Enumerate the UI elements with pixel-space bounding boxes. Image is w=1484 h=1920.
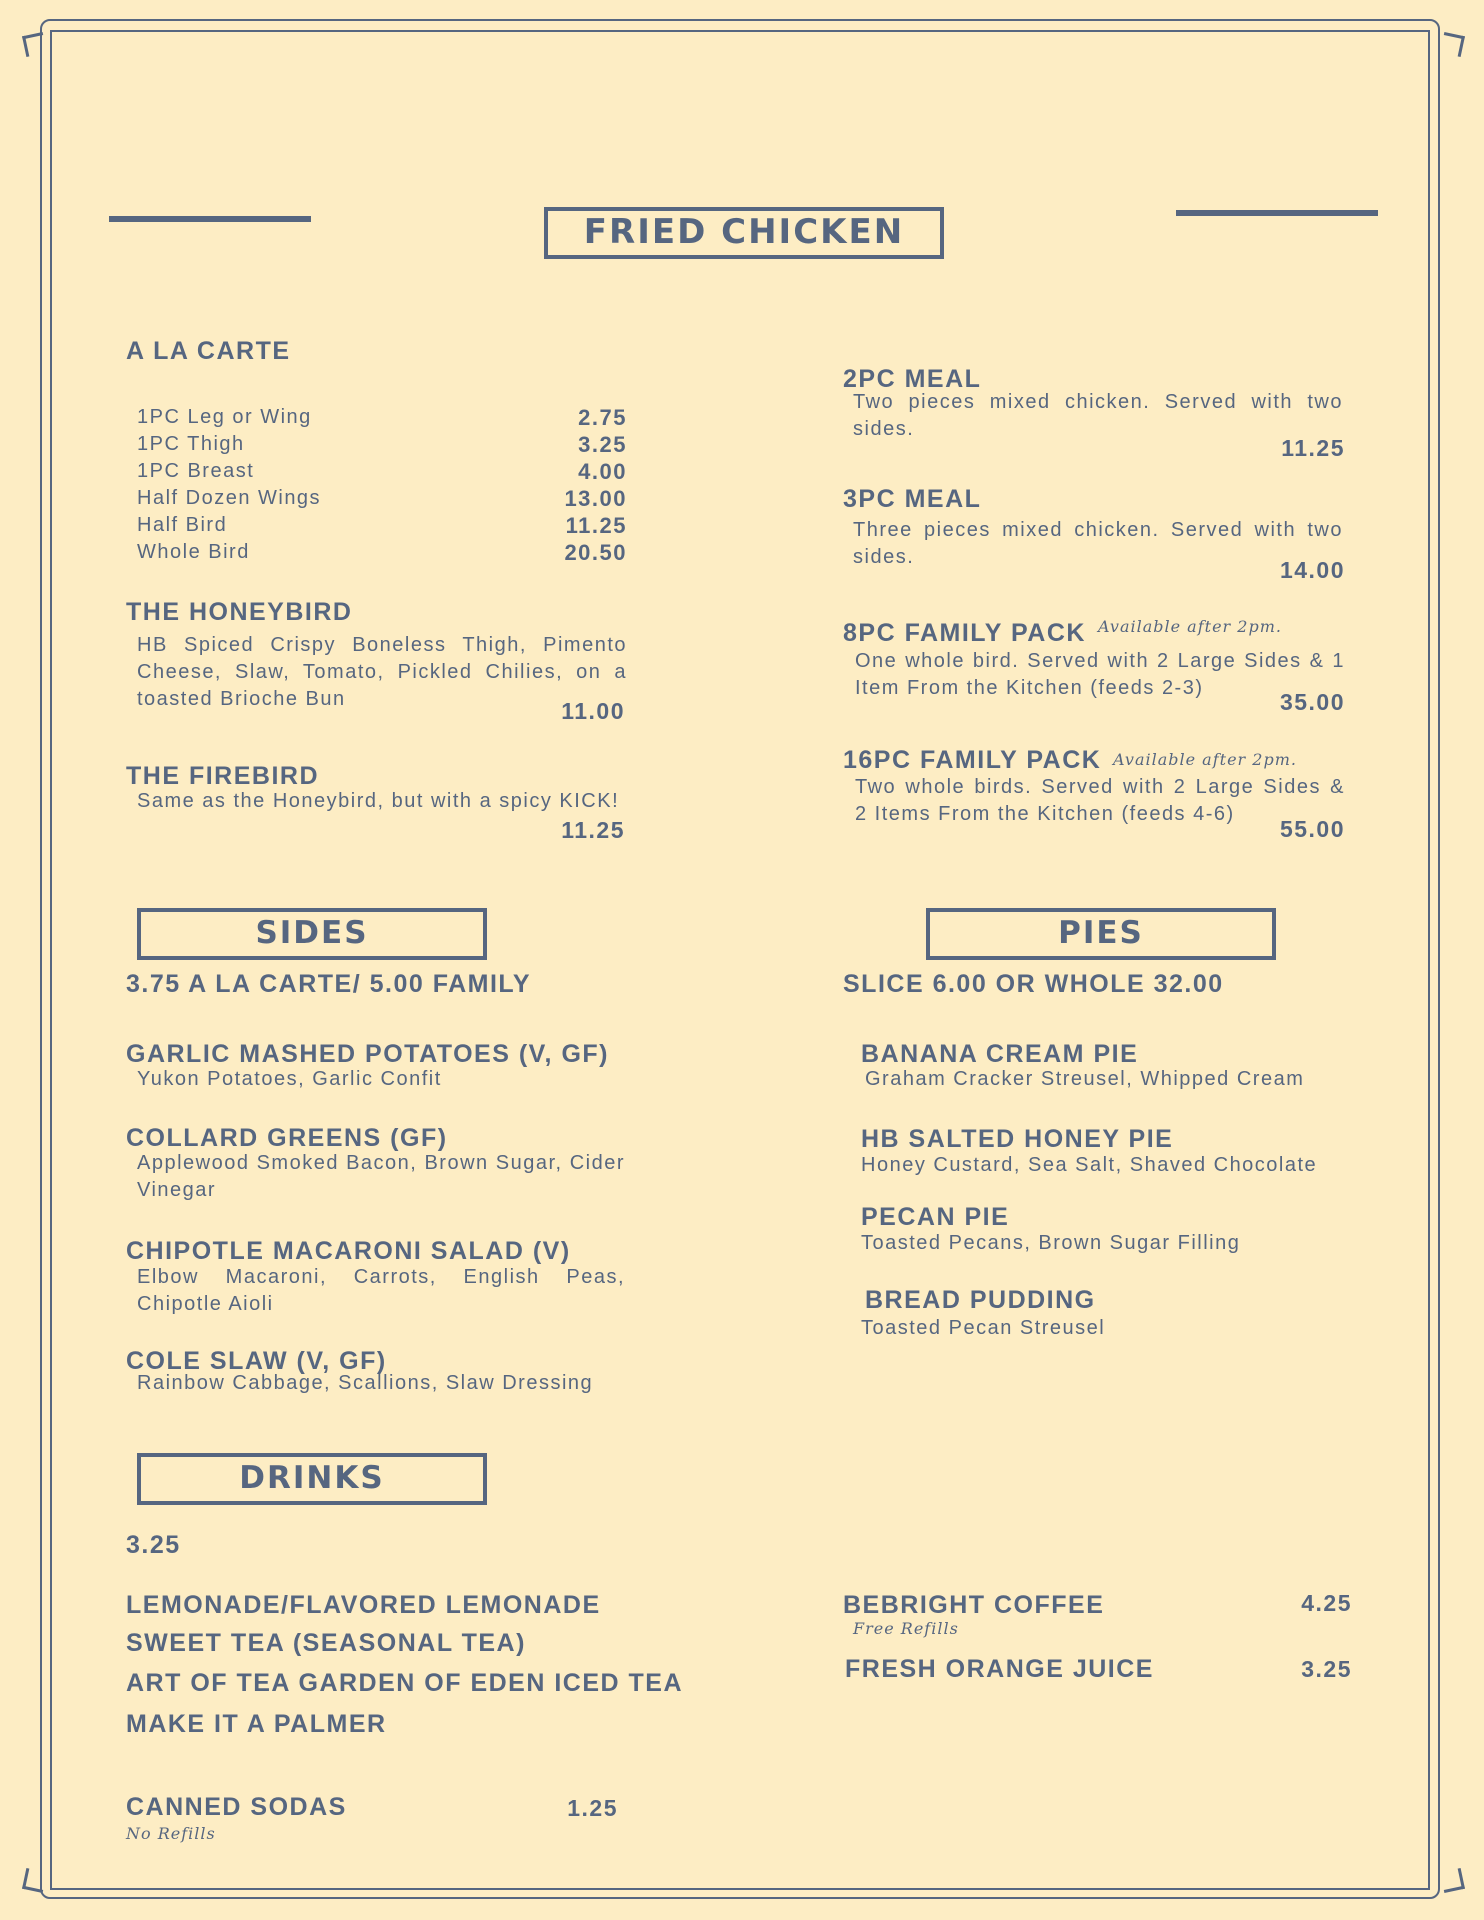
coffee-name: BEBRIGHT COFFEE	[843, 1591, 1105, 1619]
item-price: 3.25	[578, 431, 627, 457]
item-price: 20.50	[564, 539, 627, 565]
pies-title-text: PIES	[1058, 915, 1144, 951]
corner-ornament-top-left	[22, 32, 47, 57]
pie-name: PECAN PIE	[861, 1203, 1010, 1231]
header-rule-right	[1176, 210, 1378, 216]
firebird-name: THE FIREBIRD	[126, 762, 319, 790]
drinks-title	[137, 1453, 487, 1505]
honeybird-price: 11.00	[561, 698, 625, 724]
meal-3pc-price: 14.00	[1279, 557, 1345, 583]
item-name: Half Bird	[137, 514, 228, 536]
drink-name: LEMONADE/FLAVORED LEMONADE	[126, 1591, 601, 1619]
family-pack-16pc-note: Available after 2pm.	[1113, 750, 1297, 769]
pie-description: Toasted Pecans, Brown Sugar Filling	[861, 1232, 1241, 1254]
honeybird-description: HB Spiced Crispy Boneless Thigh, Pimento Cheese, Slaw, Tomato, Pickled Chilies, on a toasted Brioche Bun	[137, 634, 627, 710]
item-name: Half Dozen Wings	[137, 487, 322, 509]
list-item	[137, 458, 627, 485]
juice-price: 3.25	[1301, 1656, 1352, 1682]
family-pack-16pc-description: Two whole birds. Served with 2 Large Sides & 2 Items From the Kitchen (feeds 4-6)	[855, 776, 1345, 825]
sides-title	[137, 908, 487, 960]
drinks-price: 3.25	[126, 1531, 181, 1559]
pies-pricing: SLICE 6.00 OR WHOLE 32.00	[843, 970, 1224, 998]
side-name: COLE SLAW (V, GF)	[126, 1347, 387, 1375]
item-price: 2.75	[578, 404, 627, 430]
side-name: COLLARD GREENS (GF)	[126, 1124, 448, 1152]
juice-name: FRESH ORANGE JUICE	[845, 1655, 1154, 1683]
drink-name: SWEET TEA (SEASONAL TEA)	[126, 1629, 526, 1657]
meal-3pc-description: Three pieces mixed chicken. Served with two sides.	[853, 519, 1343, 568]
family-pack-8pc-price: 35.00	[1279, 689, 1345, 715]
corner-ornament-top-right	[1440, 32, 1465, 57]
sides-pricing: 3.75 A LA CARTE/ 5.00 FAMILY	[126, 970, 532, 998]
firebird-price: 11.25	[561, 817, 625, 843]
pie-name: HB SALTED HONEY PIE	[861, 1125, 1174, 1153]
meal-2pc-name: 2PC MEAL	[843, 365, 982, 393]
meal-2pc-price: 11.25	[1281, 435, 1345, 461]
pie-description: Graham Cracker Streusel, Whipped Cream	[865, 1068, 1305, 1090]
canned-sodas-price: 1.25	[567, 1795, 618, 1821]
family-pack-16pc-price: 55.00	[1279, 816, 1345, 842]
honeybird-name: THE HONEYBIRD	[126, 598, 353, 626]
item-name: Whole Bird	[137, 541, 250, 563]
list-item	[137, 485, 627, 512]
pie-name: BREAD PUDDING	[865, 1286, 1096, 1314]
coffee-note: Free Refills	[853, 1619, 959, 1638]
family-pack-16pc-name: 16PC FAMILY PACK	[843, 746, 1102, 774]
canned-sodas-note: No Refills	[126, 1824, 216, 1843]
firebird-description: Same as the Honeybird, but with a spicy KICK!	[137, 790, 620, 812]
list-item	[137, 431, 627, 458]
side-name: CHIPOTLE MACARONI SALAD (V)	[126, 1237, 571, 1265]
sides-title-text: SIDES	[255, 915, 369, 951]
side-name: GARLIC MASHED POTATOES (V, GF)	[126, 1040, 609, 1068]
item-price: 11.25	[565, 512, 627, 538]
side-description: Yukon Potatoes, Garlic Confit	[137, 1068, 442, 1090]
a-la-carte-heading: A LA CARTE	[126, 337, 291, 365]
pie-name: BANANA CREAM PIE	[861, 1040, 1139, 1068]
item-name: 1PC Breast	[137, 460, 255, 482]
item-name: 1PC Leg or Wing	[137, 406, 312, 428]
coffee-price: 4.25	[1301, 1590, 1352, 1616]
meal-2pc-description: Two pieces mixed chicken. Served with two sides.	[853, 391, 1343, 440]
side-description: Elbow Macaroni, Carrots, English Peas, Chipotle Aioli	[137, 1266, 625, 1315]
corner-ornament-bottom-left	[22, 1868, 47, 1893]
family-pack-8pc-note: Available after 2pm.	[1098, 617, 1282, 636]
meal-3pc-name: 3PC MEAL	[843, 485, 982, 513]
drinks-title-text: DRINKS	[239, 1460, 385, 1496]
canned-sodas-name: CANNED SODAS	[126, 1793, 347, 1821]
item-price: 13.00	[564, 485, 627, 511]
drink-name: ART OF TEA GARDEN OF EDEN ICED TEA	[126, 1669, 684, 1697]
list-item	[137, 539, 627, 566]
item-price: 4.00	[578, 458, 627, 484]
side-description: Applewood Smoked Bacon, Brown Sugar, Cider Vinegar	[137, 1152, 625, 1201]
list-item	[137, 404, 627, 431]
corner-ornament-bottom-right	[1440, 1868, 1465, 1893]
list-item	[137, 512, 627, 539]
side-description: Rainbow Cabbage, Scallions, Slaw Dressing	[137, 1372, 594, 1394]
a-la-carte-list	[137, 404, 627, 566]
page-title	[544, 207, 944, 259]
drink-name: MAKE IT A PALMER	[126, 1710, 387, 1738]
item-name: 1PC Thigh	[137, 433, 245, 455]
header-rule-left	[109, 216, 311, 222]
page-title-text: FRIED CHICKEN	[583, 212, 905, 252]
pie-description: Honey Custard, Sea Salt, Shaved Chocolate	[861, 1154, 1318, 1176]
family-pack-8pc-description: One whole bird. Served with 2 Large Sides & 1 Item From the Kitchen (feeds 2-3)	[855, 650, 1345, 699]
family-pack-8pc-name: 8PC FAMILY PACK	[843, 619, 1086, 647]
pie-description: Toasted Pecan Streusel	[861, 1317, 1106, 1339]
pies-title	[926, 908, 1276, 960]
